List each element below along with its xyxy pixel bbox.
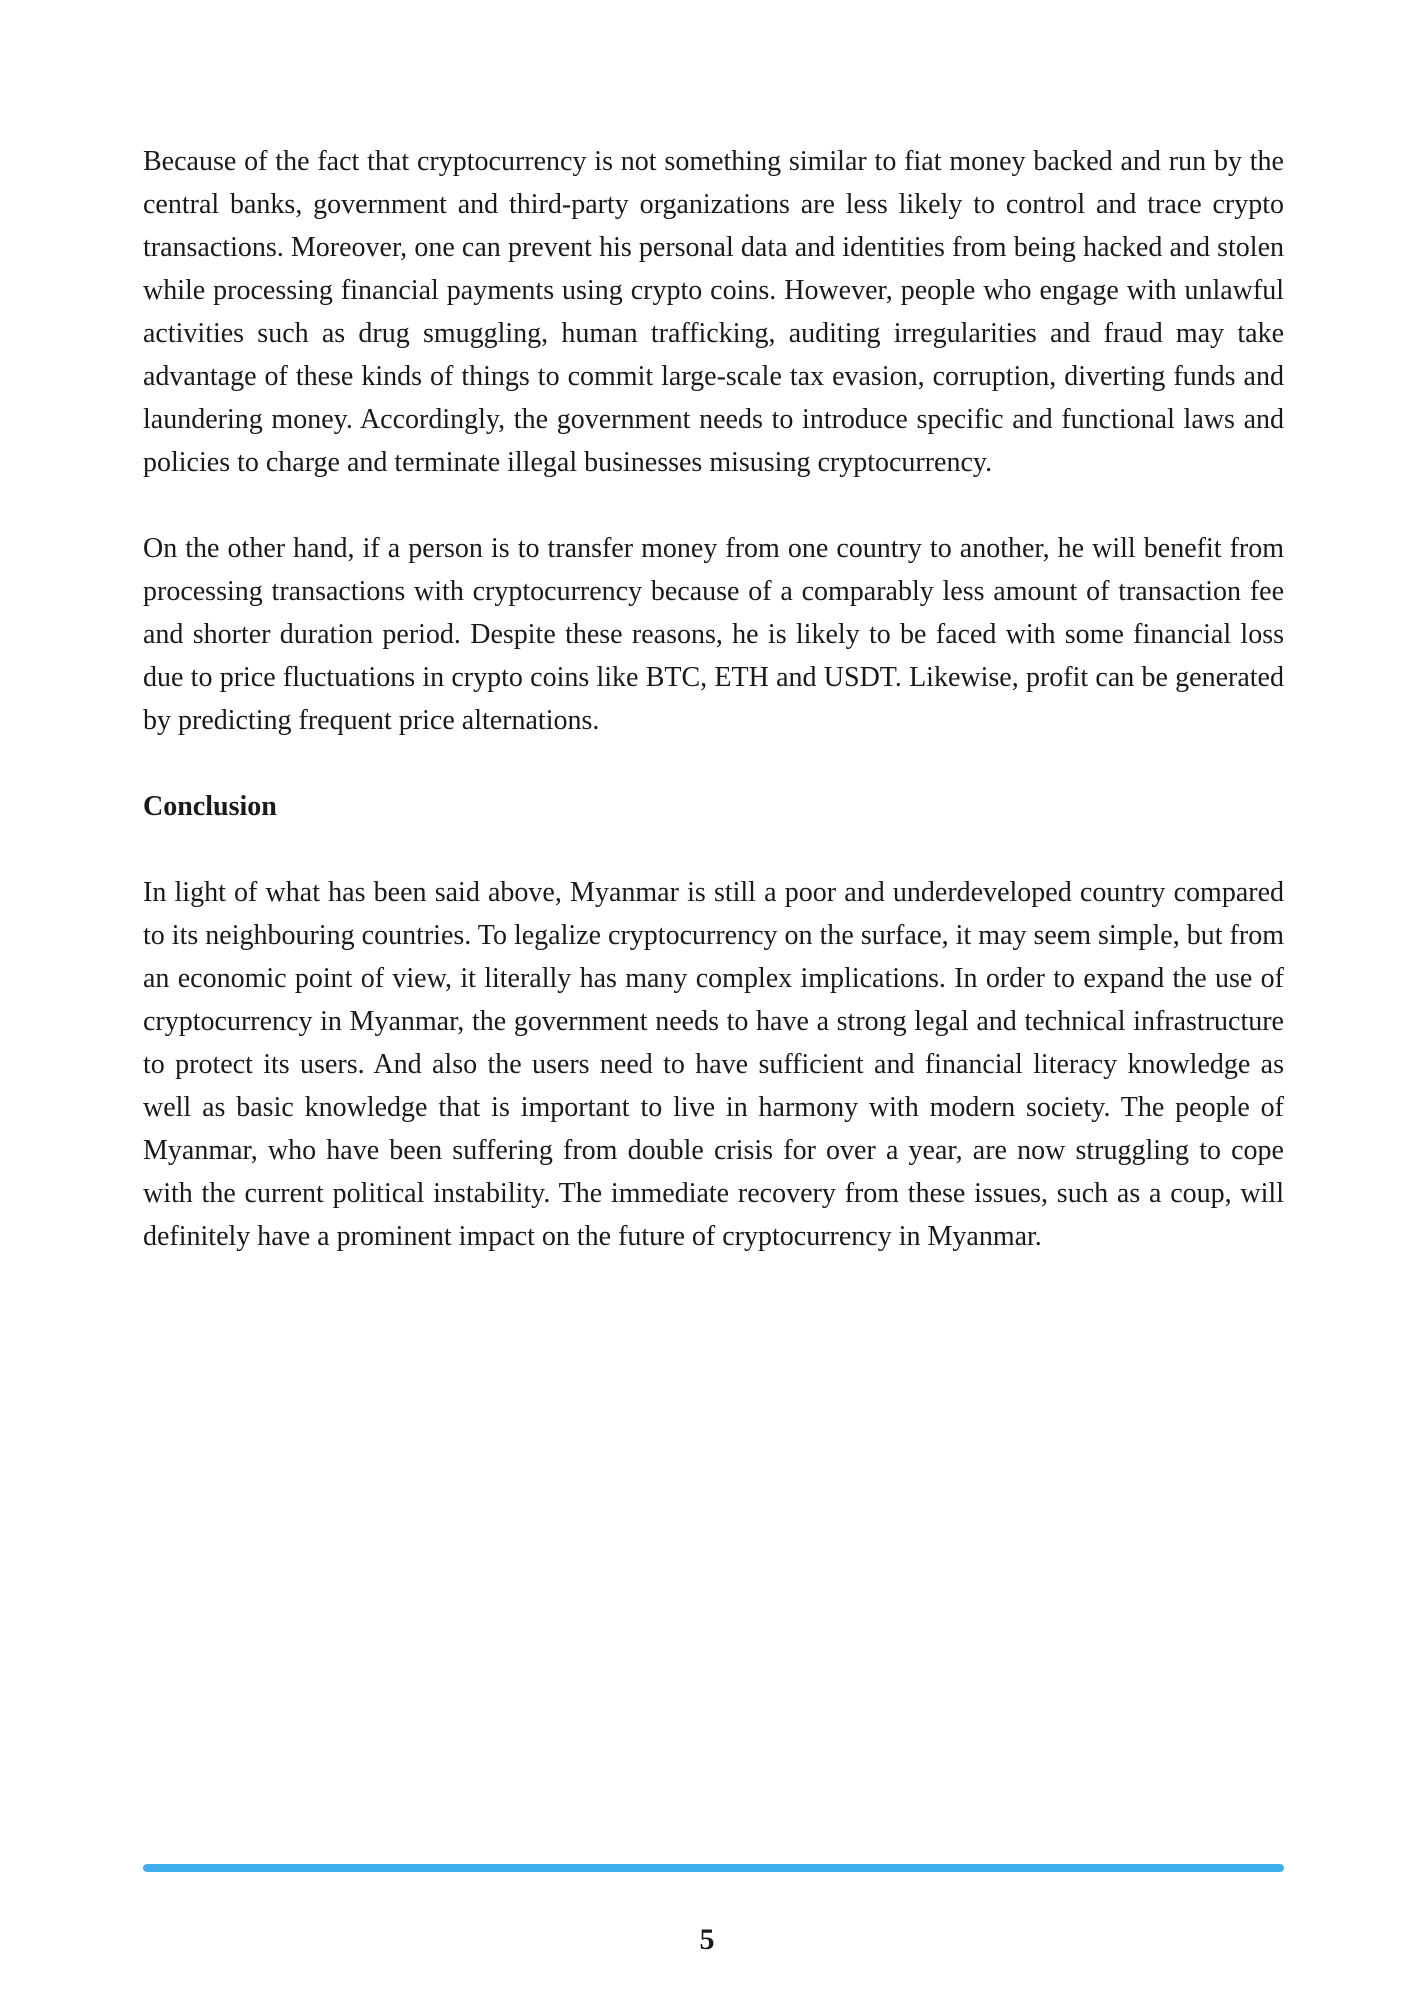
paragraph-spacer [143, 742, 1284, 785]
section-heading-conclusion: Conclusion [143, 791, 277, 822]
paragraph-spacer [143, 484, 1284, 527]
paragraph-spacer [143, 828, 1284, 871]
page-body [143, 140, 1284, 1258]
footer-rule [143, 1864, 1284, 1872]
paragraph-conclusion: In light of what has been said above, Myanmar is still a poor and underdeveloped country compared to its neighbouring countries. To legalize cryptocurrency on the surface, it may seem simple, but from an economic point of view, it literally has many complex implications. In order to expand the use of cryptocurrency in Myanmar, the government needs to have a strong legal and technical infrastructure to protect its users. And also the users need to have sufficient and financial literacy knowledge as well as basic knowledge that is important to live in harmony with modern society. The people of Myanmar, who have been suffering from double crisis for over a year, are now struggling to cope with the current political instability. The immediate recovery from these issues, such as a coup, will definitely have a prominent impact on the future of cryptocurrency in Myanmar. [143, 877, 1284, 1252]
paragraph-anonymity: Because of the fact that cryptocurrency is not something similar to fiat money backed and run by the central banks, government and third-party organizations are less likely to control and trace crypto transactions. Moreover, one can prevent his personal data and identities from being hacked and stolen while processing financial payments using crypto coins. However, people who engage with unlawful activities such as drug smuggling, human trafficking, auditing irregularities and fraud may take advantage of these kinds of things to commit large-scale tax evasion, corruption, diverting funds and laundering money. Accordingly, the government needs to introduce specific and functional laws and policies to charge and terminate illegal businesses misusing cryptocurrency. [143, 146, 1284, 478]
page-number: 5 [699, 1923, 715, 1956]
paragraph-transfers: On the other hand, if a person is to transfer money from one country to another, he will benefit from processing transactions with cryptocurrency because of a comparably less amount of transaction fee and shorter duration period. Despite these reasons, he is likely to be faced with some financial loss due to price fluctuations in crypto coins like BTC, ETH and USDT. Likewise, profit can be generated by predicting frequent price alternations. [143, 533, 1284, 736]
